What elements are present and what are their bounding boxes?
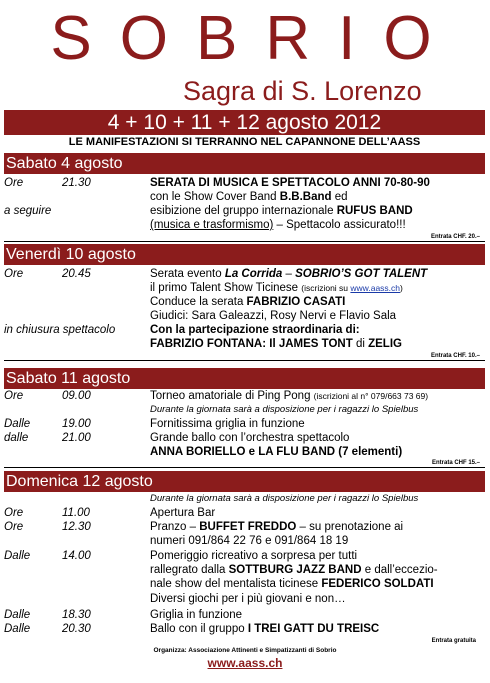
day-header-sat4: Sabato 4 agosto bbox=[4, 153, 485, 174]
fri10-r2-small: (iscrizioni su bbox=[301, 283, 351, 293]
fri10-r1 bbox=[150, 267, 427, 281]
sat11-r2: Durante la giornata sarà a disposizione per i ragazzi lo Spielbus bbox=[150, 404, 419, 415]
fri10-r1-time: 20.45 bbox=[62, 268, 91, 280]
sun12-r9-label: Dalle bbox=[4, 609, 31, 621]
sat11-r5: ANNA BORIELLO e LA FLU BAND (7 elementi) bbox=[150, 446, 403, 458]
sat4-r1-time: 21.30 bbox=[62, 177, 91, 189]
sat11-r3-time: 19.00 bbox=[62, 418, 91, 430]
sun12-r10-label: Dalle bbox=[4, 623, 31, 635]
sat11-r3-label: Dalle bbox=[4, 418, 31, 430]
poster-subtitle: Sagra di S. Lorenzo bbox=[183, 76, 422, 106]
sun12-r5-label: Dalle bbox=[4, 550, 31, 562]
fri10-r5: Con la partecipazione straordinaria di: bbox=[150, 324, 360, 336]
sat4-r3-label: a seguire bbox=[4, 205, 52, 217]
sun12-r3-label: Ore bbox=[4, 521, 24, 533]
sun12-r3 bbox=[150, 520, 403, 534]
dates-banner: 4 + 10 + 11 + 12 agosto 2012 bbox=[4, 110, 485, 135]
sun12-r2-time: 11.00 bbox=[62, 507, 90, 519]
fri10-r1-dash: – bbox=[282, 268, 296, 280]
fri10-r4: Giudici: Sara Galeazzi, Rosy Nervi e Flavio Sala bbox=[150, 310, 397, 322]
sun12-r2-label: Ore bbox=[4, 507, 24, 519]
sun12-r9: Griglia in funzione bbox=[150, 609, 243, 621]
sun12-r3-pre: Pranzo – bbox=[150, 521, 200, 533]
sat4-r2-post: ed bbox=[331, 191, 348, 203]
sat11-r1 bbox=[150, 389, 428, 403]
sat4-r3 bbox=[150, 204, 413, 218]
sun12-r6-band: SOTTBURG JAZZ BAND bbox=[228, 564, 362, 576]
day-header-sat11: Sabato 11 agosto bbox=[4, 368, 485, 389]
fri10-r3-pre: Conduce la serata bbox=[150, 296, 247, 308]
fri10-r5-label: in chiusura spettacolo bbox=[4, 324, 116, 336]
sun12-r7 bbox=[150, 577, 434, 591]
sat4-r2 bbox=[150, 190, 348, 204]
divider bbox=[4, 360, 485, 361]
sat4-r2-pre: con le Show Cover Band bbox=[150, 191, 280, 203]
sat11-entry: Entrata CHF 15.– bbox=[431, 460, 480, 466]
divider bbox=[4, 467, 485, 468]
sat4-r3-band: RUFUS BAND bbox=[336, 205, 413, 217]
fri10-entry: Entrata CHF. 10.– bbox=[430, 353, 480, 359]
sat11-r1-label: Ore bbox=[4, 390, 24, 402]
sun12-r3-time: 12.30 bbox=[62, 521, 91, 533]
day-header-sun12: Domenica 12 agosto bbox=[4, 471, 485, 492]
organizer-credit: Organizza: Associazione Attinenti e Simpatizzanti di Sobrio bbox=[153, 647, 337, 654]
sun12-r3-post: – su prenotazione ai bbox=[296, 521, 404, 533]
sun12-r10 bbox=[150, 622, 379, 636]
sun12-r6-post: e dall’eccezio- bbox=[361, 564, 438, 576]
sat4-r2-band: B.B.Band bbox=[279, 191, 332, 203]
fri10-r2-close: ) bbox=[400, 283, 403, 293]
sun12-r10-band: I TREI GATT DU TREISC bbox=[247, 623, 380, 635]
sun12-r8: Diversi giochi per i più giovani e non… bbox=[150, 593, 346, 605]
sun12-r7-pre: nale show del mentalista ticinese bbox=[150, 578, 322, 590]
fri10-r2-pre: il primo Talent Show Ticinese bbox=[150, 282, 302, 294]
sat11-r4-label: dalle bbox=[4, 432, 29, 444]
sat11-r3: Fornitissima griglia in funzione bbox=[150, 418, 305, 430]
sat4-r4 bbox=[150, 218, 406, 232]
sat11-r1-text: Torneo amatoriale di Ping Pong bbox=[150, 390, 314, 402]
sun12-r9-time: 18.30 bbox=[62, 609, 91, 621]
sun12-r5: Pomeriggio ricreativo a sorpresa per tutti bbox=[150, 550, 358, 562]
sat4-r4-under: (musica e trasformismo) bbox=[150, 219, 274, 231]
sun12-r5-time: 14.00 bbox=[62, 550, 91, 562]
sat11-r4: Grande ballo con l’orchestra spettacolo bbox=[150, 432, 350, 444]
sat11-r4-time: 21.00 bbox=[62, 432, 91, 444]
sat4-r4-post: – Spettacolo assicurato!!! bbox=[273, 219, 406, 231]
venue-notice: LE MANIFESTAZIONI SI TERRANNO NEL CAPANNONE DELL’AASS bbox=[68, 136, 421, 148]
sun12-entry: Entrata gratuita bbox=[431, 638, 476, 644]
sun12-r2: Apertura Bar bbox=[150, 507, 216, 519]
footer-url-link[interactable]: www.aass.ch bbox=[207, 656, 283, 670]
poster-title: SOBRIO bbox=[50, 4, 460, 73]
sun12-r6-pre: rallegrato dalla bbox=[150, 564, 229, 576]
fri10-r6-di: di bbox=[352, 338, 369, 350]
sun12-r6 bbox=[150, 563, 438, 577]
fri10-r1-got: SOBRIO’S GOT TALENT bbox=[295, 268, 428, 280]
fri10-r2 bbox=[150, 281, 403, 295]
fri10-r1-pre: Serata evento bbox=[150, 268, 225, 280]
sun12-r10-time: 20.30 bbox=[62, 623, 91, 635]
fri10-r1-label: Ore bbox=[4, 268, 24, 280]
sun12-r4: numeri 091/864 22 76 e 091/864 18 19 bbox=[150, 535, 349, 547]
sun12-r3-buffet: BUFFET FREDDO bbox=[199, 521, 297, 533]
sat4-entry: Entrata CHF. 20.– bbox=[430, 234, 480, 240]
sun12-r1: Durante la giornata sarà a disposizione per i ragazzi lo Spielbus bbox=[150, 493, 419, 504]
fri10-r3-name: FABRIZIO CASATI bbox=[246, 296, 346, 308]
fri10-r6-name: FABRIZIO FONTANA: Il JAMES TONT bbox=[150, 338, 353, 350]
day-header-fri10: Venerdì 10 agosto bbox=[4, 244, 485, 265]
sat4-r1-text: SERATA DI MUSICA E SPETTACOLO ANNI 70-80-90 bbox=[150, 177, 430, 189]
fri10-r3 bbox=[150, 295, 345, 309]
sat11-r1-small: (iscrizioni al n° 079/663 73 69) bbox=[313, 391, 429, 401]
sun12-r10-pre: Ballo con il gruppo bbox=[150, 623, 248, 635]
fri10-r6-zelig: ZELIG bbox=[368, 338, 402, 350]
fri10-r6 bbox=[150, 337, 402, 351]
sat11-r1-time: 09.00 bbox=[62, 390, 91, 402]
aass-link[interactable]: www.aass.ch bbox=[350, 283, 401, 293]
sat4-r1-label: Ore bbox=[4, 177, 24, 189]
fri10-r1-corrida: La Corrida bbox=[224, 268, 283, 280]
divider bbox=[4, 241, 485, 242]
sun12-r7-name: FEDERICO SOLDATI bbox=[321, 578, 434, 590]
footer-link-row bbox=[0, 656, 490, 670]
sat4-r3-pre: esibizione del gruppo internazionale bbox=[150, 205, 337, 217]
